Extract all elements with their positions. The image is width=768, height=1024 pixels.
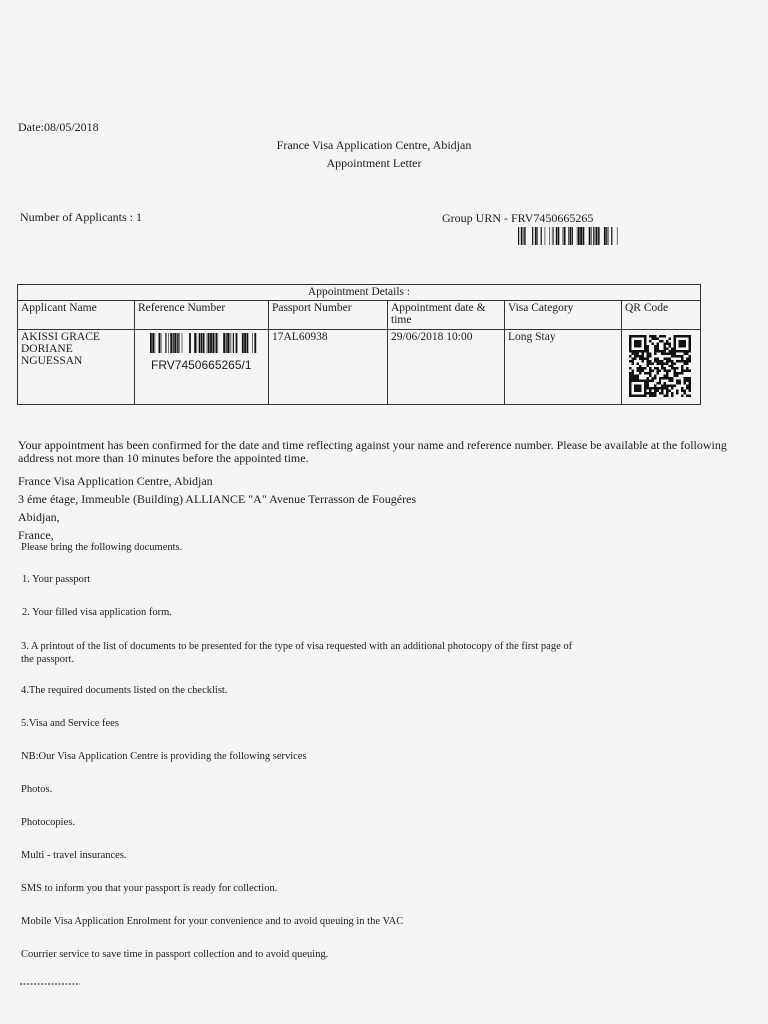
document-item-1: 1. Your passport bbox=[22, 574, 91, 585]
service-item-2: Photocopies. bbox=[21, 817, 75, 828]
document-item-2: 2. Your filled visa application form. bbox=[22, 607, 172, 618]
letter-title: Appointment Letter bbox=[326, 156, 422, 170]
service-item-3: Multi - travel insurances. bbox=[21, 850, 127, 861]
bring-documents-intro: Please bring the following documents. bbox=[21, 542, 183, 553]
cell-applicant-name: AKISSI GRACE DORIANE NGUESSAN bbox=[18, 330, 135, 405]
group-urn-barcode bbox=[518, 227, 622, 245]
address-line-2: 3 éme étage, Immeuble (Building) ALLIANCE "A" Avenue Terrasson de Fougéres bbox=[18, 492, 417, 506]
address-line-4: France, bbox=[18, 528, 54, 542]
address-line-3: Abidjan, bbox=[18, 510, 60, 524]
services-intro: NB:Our Visa Application Centre is providing the following services bbox=[21, 751, 307, 762]
cell-passport-number: 17AL60938 bbox=[269, 330, 388, 405]
qr-code-image bbox=[629, 335, 691, 397]
cell-visa-category: Long Stay bbox=[505, 330, 622, 405]
service-item-6: Courrier service to save time in passport collection and to avoid queuing. bbox=[21, 949, 329, 960]
group-urn: Group URN - FRV7450665265 bbox=[442, 211, 594, 225]
cut-off-text-fragment bbox=[20, 981, 84, 987]
letter-date: Date:08/05/2018 bbox=[18, 120, 99, 134]
cell-qr-code bbox=[622, 330, 701, 405]
table-row bbox=[18, 330, 701, 405]
document-item-4: 4.The required documents listed on the checklist. bbox=[21, 685, 228, 696]
col-header-reference-number: Reference Number bbox=[135, 301, 269, 330]
service-item-1: Photos. bbox=[21, 784, 53, 795]
col-header-passport-number: Passport Number bbox=[269, 301, 388, 330]
service-item-5: Mobile Visa Application Enrolment for your convenience and to avoid queuing in the VAC bbox=[21, 916, 404, 927]
table-caption: Appointment Details : bbox=[18, 285, 701, 301]
confirmation-text: Your appointment has been confirmed for the date and time reflecting against your name and reference number. Please be available at the following address not more than 10 minutes before the appointed time. bbox=[18, 438, 727, 465]
number-of-applicants: Number of Applicants : 1 bbox=[20, 210, 142, 224]
address-line-1: France Visa Application Centre, Abidjan bbox=[18, 474, 213, 488]
reference-barcode bbox=[150, 333, 258, 353]
document-item-3: 3. A printout of the list of documents to be presented for the type of visa requested with an additional photocopy of the first page of the passport. bbox=[21, 641, 573, 665]
cell-appointment-date: 29/06/2018 10:00 bbox=[388, 330, 505, 405]
col-header-qr-code: QR Code bbox=[622, 301, 701, 330]
col-header-visa-category: Visa Category bbox=[505, 301, 622, 330]
document-item-5: 5.Visa and Service fees bbox=[21, 718, 119, 729]
appointment-details-table bbox=[17, 284, 701, 405]
reference-number-text: FRV7450665265/1 bbox=[151, 358, 252, 372]
cell-reference-number bbox=[135, 330, 269, 405]
centre-name: France Visa Application Centre, Abidjan bbox=[276, 138, 472, 152]
service-item-4: SMS to inform you that your passport is ready for collection. bbox=[21, 883, 278, 894]
col-header-appointment-date: Appointment date & time bbox=[388, 301, 505, 330]
col-header-applicant-name: Applicant Name bbox=[18, 301, 135, 330]
